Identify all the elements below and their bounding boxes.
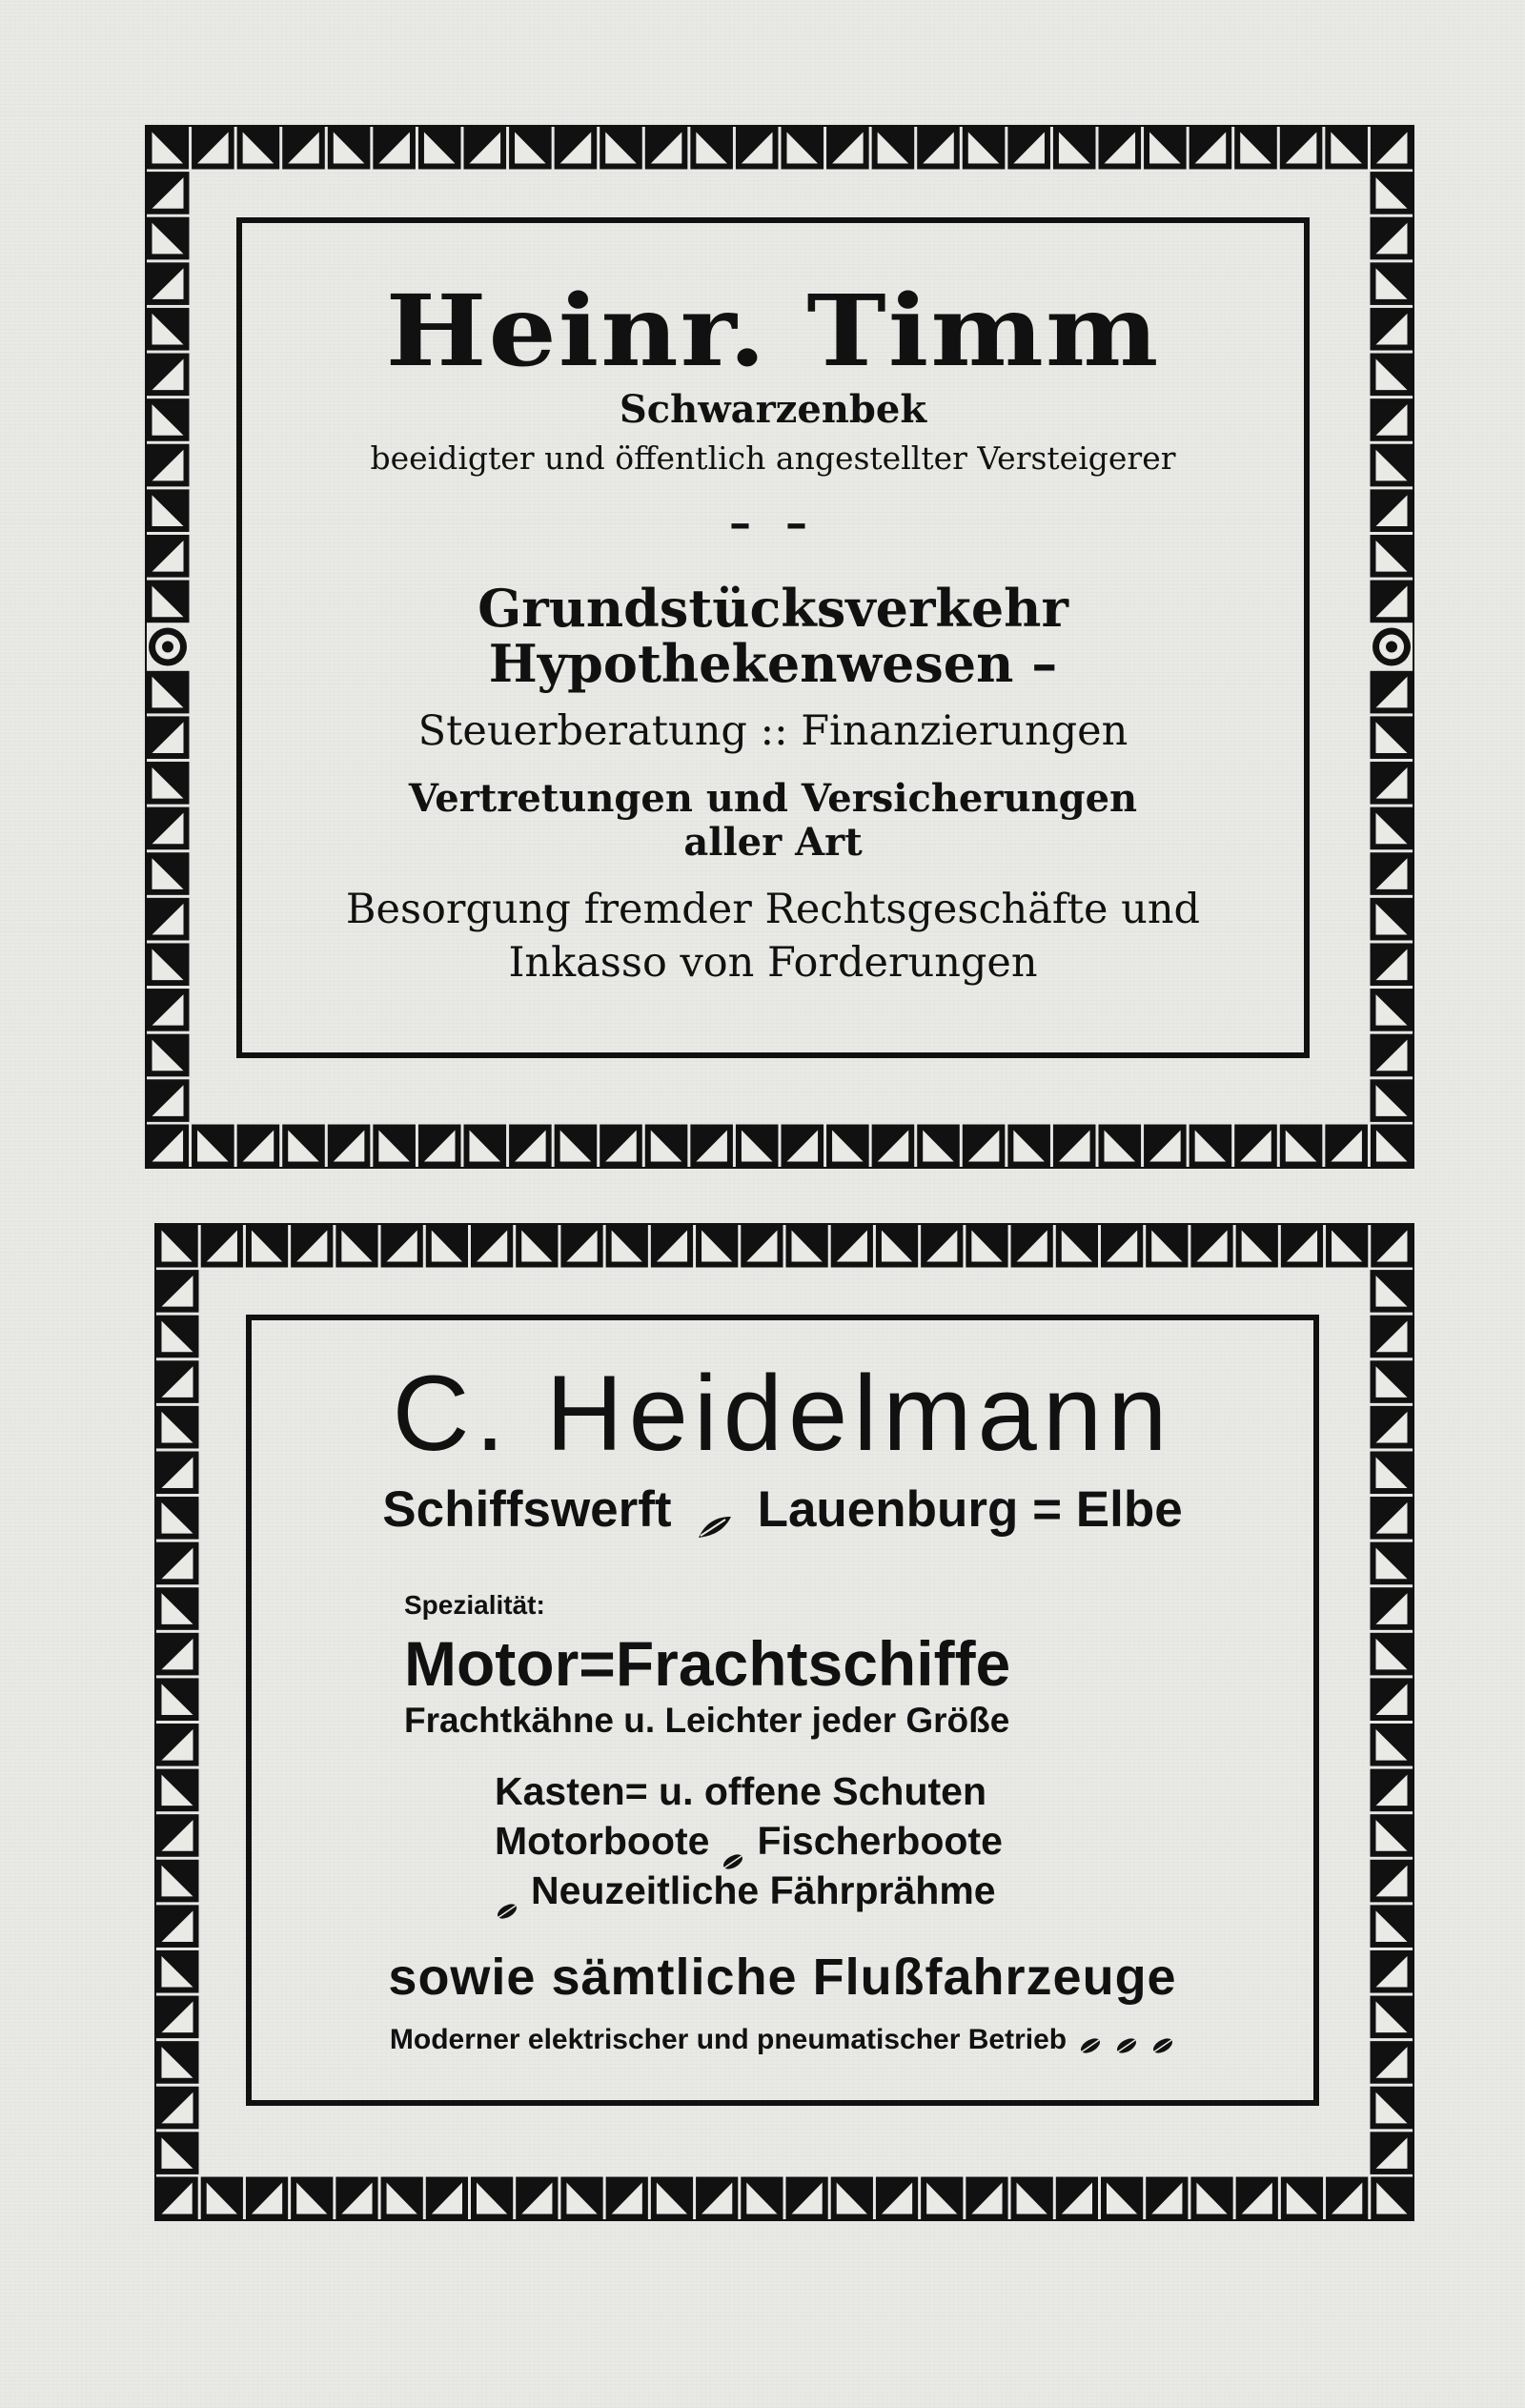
ad-inner-frame [236, 217, 1310, 1058]
service-heading-2 [409, 777, 1137, 865]
advertisement-heidelmann [154, 1223, 1414, 2221]
company-subtitle [382, 1481, 1183, 1538]
company-name: Heinr. Timm [385, 274, 1161, 389]
list-item: Kasten= u. offene Schuten [495, 1769, 987, 1813]
footer-note: Moderner elektrischer und pneumatischer Betrieb [390, 2026, 1175, 2054]
leaf-ornament-icon [495, 1882, 519, 1899]
leaf-ornament-icon [721, 1832, 745, 1849]
company-subtitle: beeidigter und öffentlich angestellter Versteigerer [370, 439, 1176, 477]
leaf-ornament-icon [1078, 2031, 1103, 2049]
separator-dash: – – [728, 497, 817, 548]
heading-dash: – [1031, 633, 1058, 695]
general-offer: sowie sämtliche Flußfahrzeuge [388, 1949, 1177, 2007]
company-name: C. Heidelmann [392, 1354, 1173, 1473]
company-location: Schwarzenbek [619, 387, 927, 432]
list-item: Neuzeitliche Fährprähme [495, 1866, 1313, 1915]
service-heading-2-line1: Vertretungen und Versicherungen [408, 775, 1138, 821]
product-list [252, 1766, 1313, 1915]
service-heading-line2: Hypothekenwesen – [488, 633, 1058, 695]
list-item: Motorboote Fischerboote [495, 1816, 1313, 1866]
leaf-ornament-icon [1114, 2031, 1139, 2049]
leaf-ornament-icon [697, 1498, 733, 1522]
service-heading-line1: Grundstücksverkehr [478, 578, 1068, 639]
speciality-block [252, 1592, 1313, 1738]
service-heading-2-line2: aller Art [683, 819, 863, 865]
speciality-main: Motor=Frachtschiffe [404, 1628, 1011, 1699]
advertisement-timm [145, 125, 1414, 1169]
leaf-ornament-icon [1150, 2031, 1175, 2049]
subtitle-shipyard: Schiffswerft [382, 1481, 672, 1538]
service-paragraph [346, 884, 1200, 990]
speciality-label: Spezialität: [404, 1590, 545, 1620]
service-heading [478, 578, 1068, 695]
subtitle-location: Lauenburg = Elbe [757, 1481, 1183, 1538]
service-steuer: Steuerberatung :: Finanzierungen [417, 706, 1128, 755]
ad-inner-frame [246, 1315, 1319, 2106]
speciality-secondary: Frachtkähne u. Leichter jeder Größe [404, 1701, 1010, 1740]
service-paragraph-line1: Besorgung fremder Rechtsgeschäfte und [345, 885, 1201, 933]
service-paragraph-line2: Inkasso von Forderungen [508, 938, 1038, 987]
